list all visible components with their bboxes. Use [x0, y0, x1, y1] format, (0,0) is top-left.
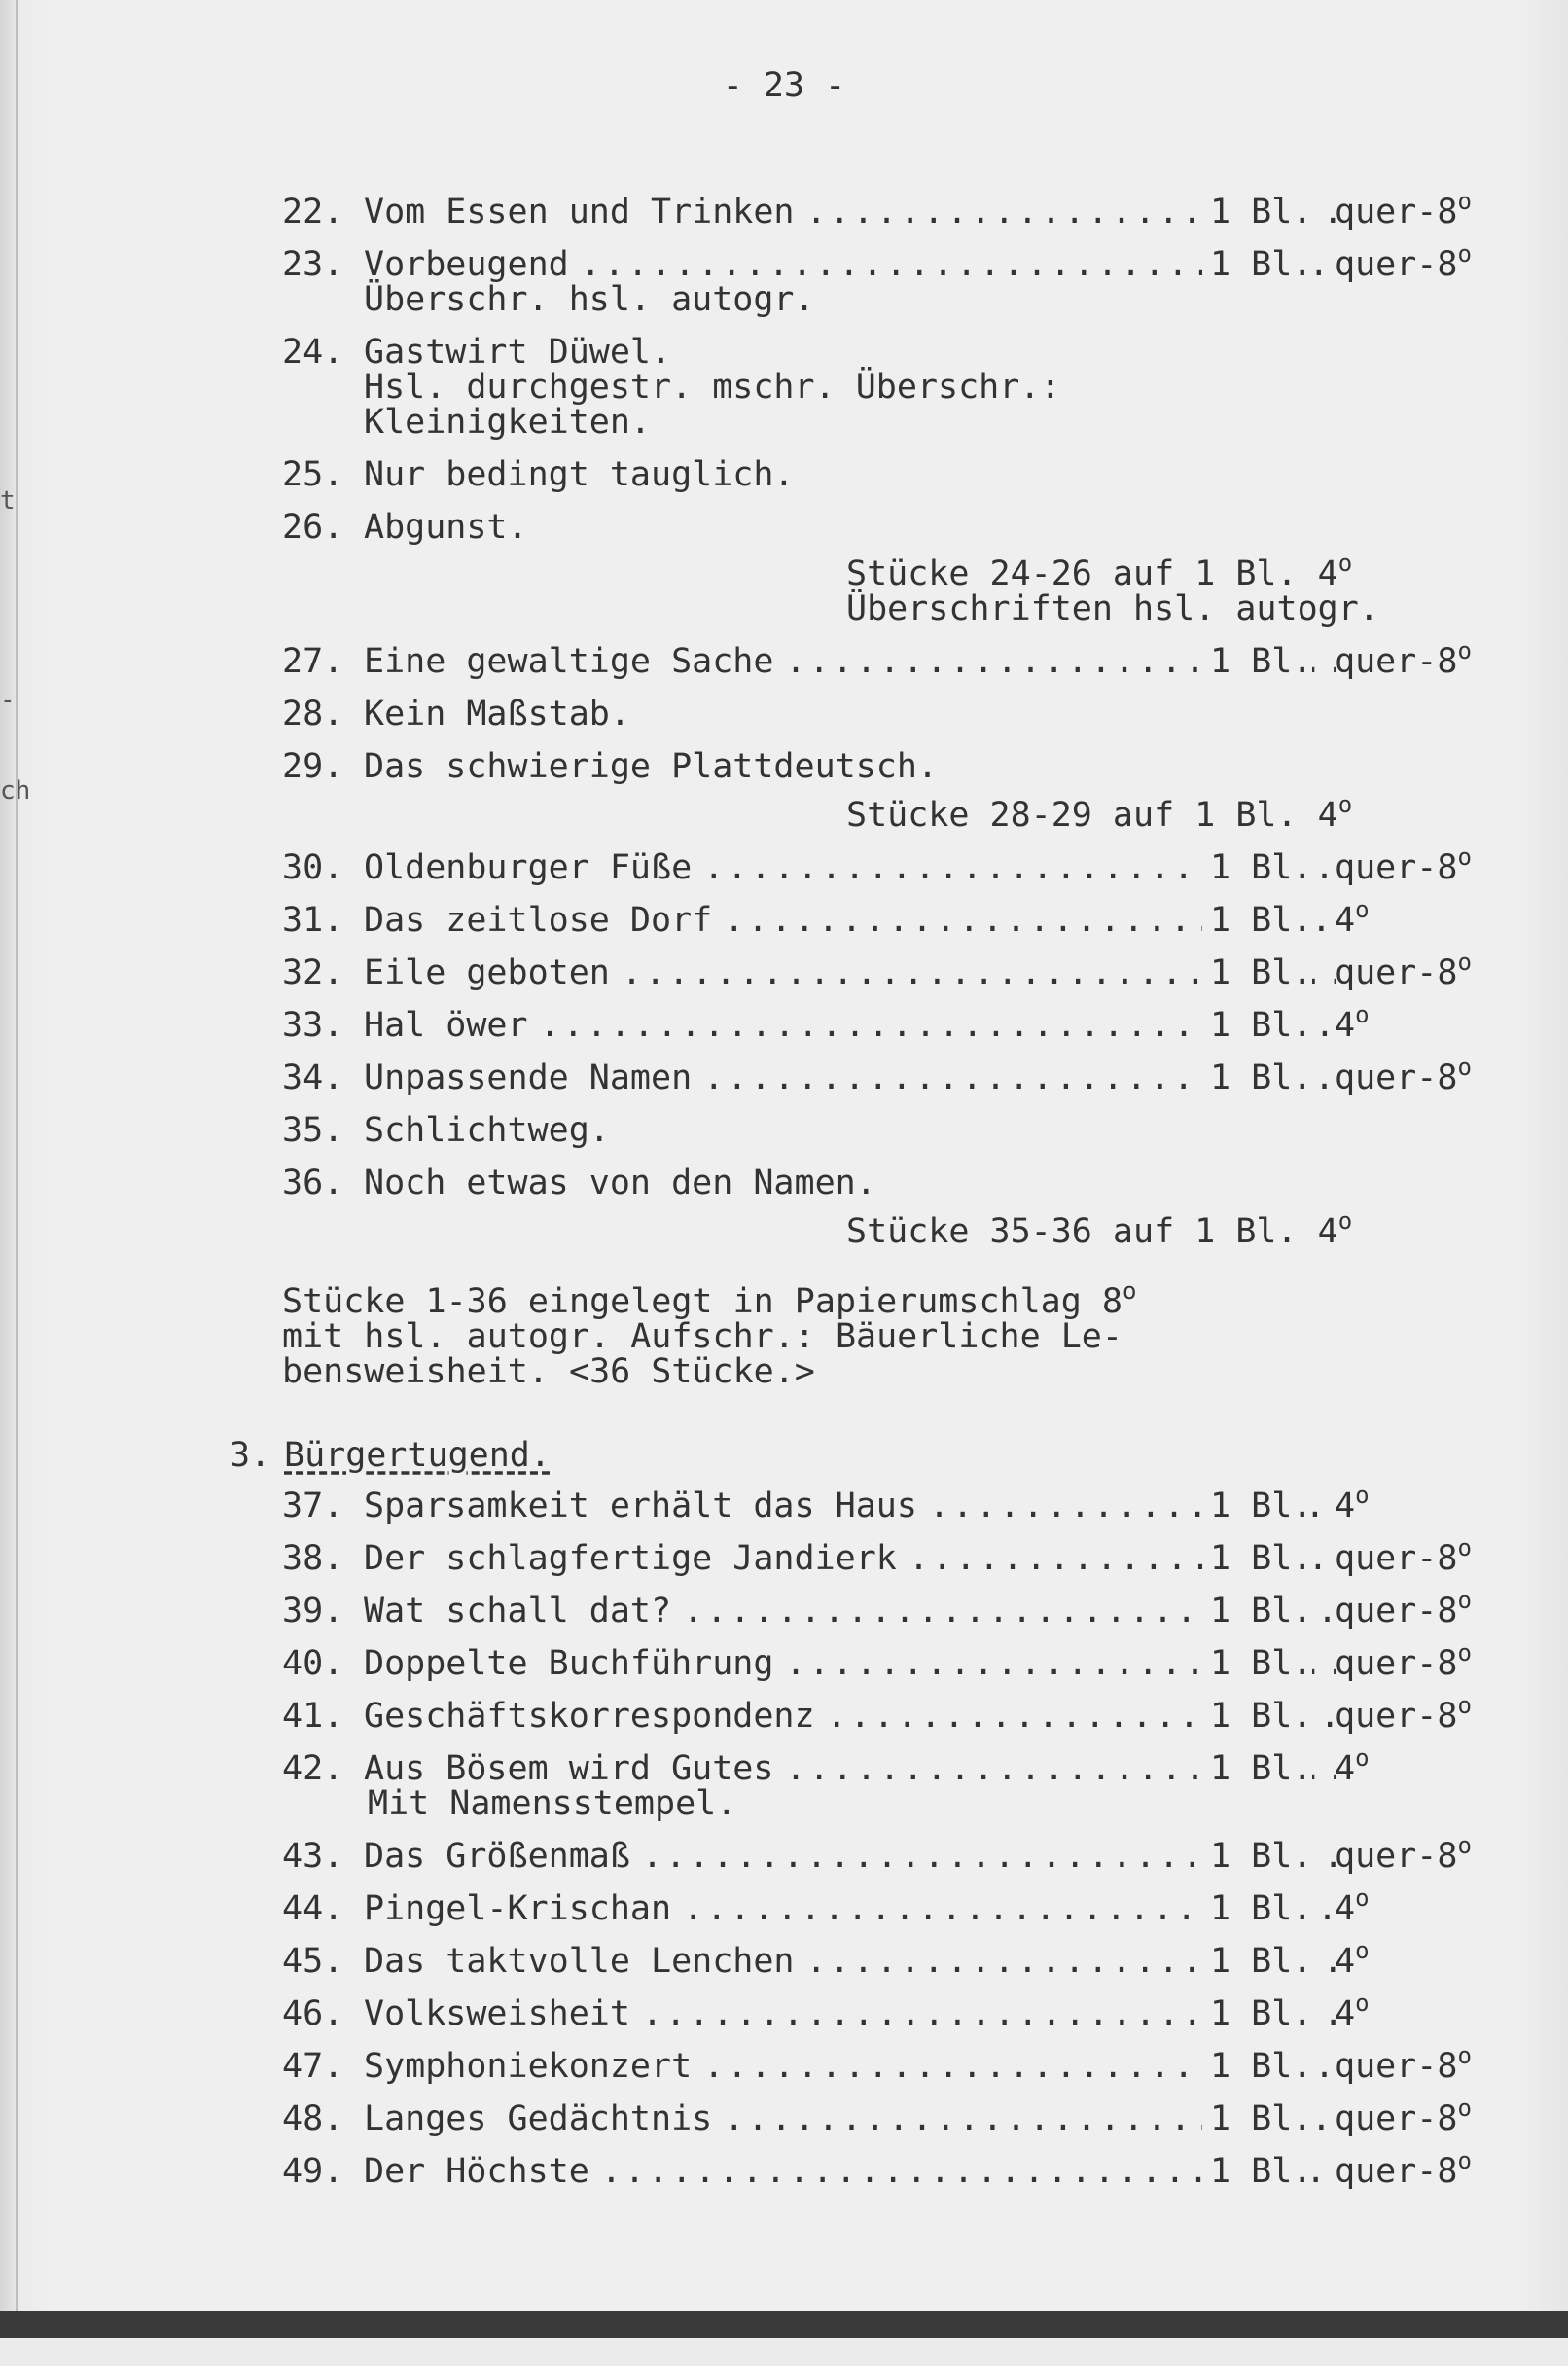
item-title: Der Höchste . . . [364, 2154, 1336, 2189]
section-title: Bürgertugend. [284, 1436, 551, 1475]
item-title: Doppelte Buchführung . . . [364, 1646, 1336, 1681]
item-title: Volksweisheit . . . [364, 1996, 1336, 2031]
item-number: 49. [282, 2152, 344, 2191]
item-format: 4$^o$ [1335, 1884, 1370, 1928]
section-number: 3. [230, 1436, 271, 1475]
group-note: Stücke 28-29 auf 1 Bl. 4$^o$ [846, 791, 1353, 835]
item-number: 31. [282, 901, 344, 940]
item-format: quer-8$^o$ [1335, 1639, 1472, 1683]
page-number: - 23 - [722, 66, 846, 105]
item-title: Kein Maßstab. [364, 695, 630, 734]
item-note: Überschr. hsl. autogr. [364, 280, 815, 319]
item-number: 48. [282, 2099, 344, 2138]
item-quantity: 1 Bl. [1202, 850, 1312, 885]
item-number: 43. [282, 1837, 344, 1876]
item-number: 35. [282, 1111, 344, 1150]
item-quantity: 1 Bl. [1202, 1008, 1312, 1043]
item-format: 4$^o$ [1335, 1744, 1370, 1788]
item-quantity: 1 Bl. [1202, 644, 1312, 679]
item-format: quer-8$^o$ [1335, 949, 1472, 992]
item-quantity: 1 Bl. [1202, 1996, 1312, 2031]
item-title: Wat schall dat? . . . [364, 1594, 1336, 1629]
item-format: quer-8$^o$ [1335, 188, 1472, 232]
item-number: 26. [282, 508, 344, 547]
item-quantity: 1 Bl. [1202, 2101, 1312, 2136]
item-quantity: 1 Bl. [1202, 1060, 1312, 1095]
item-title: Unpassende Namen . . . [364, 1060, 1336, 1095]
binding-edge [16, 0, 18, 2338]
item-number: 27. [282, 642, 344, 681]
item-number: 47. [282, 2047, 344, 2086]
item-quantity: 1 Bl. [1202, 1699, 1312, 1734]
item-format: quer-8$^o$ [1335, 2147, 1472, 2191]
item-number: 24. [282, 333, 344, 372]
scan-bottom-edge [0, 2311, 1568, 2338]
item-number: 44. [282, 1889, 344, 1928]
group-note: Stücke 24-26 auf 1 Bl. 4$^o$ [846, 550, 1353, 593]
margin-mark: - [0, 686, 16, 715]
group-note: Überschriften hsl. autogr. [846, 590, 1379, 628]
summary-line: mit hsl. autogr. Aufschr.: Bäuerliche Le- [282, 1317, 1123, 1356]
margin-mark: t [0, 486, 16, 516]
item-number: 40. [282, 1644, 344, 1683]
item-title: Pingel-Krischan . . . [364, 1891, 1336, 1926]
item-format: quer-8$^o$ [1335, 1832, 1472, 1876]
item-format: quer-8$^o$ [1335, 843, 1472, 887]
item-title: Abgunst. [364, 508, 528, 547]
item-quantity: 1 Bl. [1202, 247, 1312, 282]
item-title: Eine gewaltige Sache . . . [364, 644, 1336, 679]
item-title: Langes Gedächtnis . . . [364, 2101, 1336, 2136]
item-title: Schlichtweg. [364, 1111, 610, 1150]
item-title: Das taktvolle Lenchen . . . [364, 1944, 1336, 1979]
item-number: 29. [282, 747, 344, 786]
item-title: Der schlagfertige Jandierk . . . [364, 1541, 1336, 1576]
item-quantity: 1 Bl. [1202, 1751, 1312, 1786]
item-title: Aus Bösem wird Gutes . . . [364, 1751, 1336, 1786]
margin-mark: ch [0, 776, 31, 806]
item-title: Nur bedingt tauglich. [364, 455, 795, 494]
item-number: 30. [282, 848, 344, 887]
item-format: quer-8$^o$ [1335, 1054, 1472, 1097]
item-number: 36. [282, 1164, 344, 1202]
item-number: 38. [282, 1539, 344, 1578]
item-title: Symphoniekonzert . . . [364, 2049, 1336, 2084]
item-note: Hsl. durchgestr. mschr. Überschr.: [364, 368, 1061, 407]
item-title: Noch etwas von den Namen. [364, 1164, 876, 1202]
summary-line: bensweisheit. <36 Stücke.> [282, 1352, 815, 1391]
item-quantity: 1 Bl. [1202, 1839, 1312, 1874]
item-title: Vorbeugend . . . [364, 247, 1336, 282]
item-quantity: 1 Bl. [1202, 1488, 1312, 1524]
item-title: Oldenburger Füße . . . [364, 850, 1336, 885]
item-note: Kleinigkeiten. [364, 403, 652, 442]
item-title: Gastwirt Düwel. [364, 333, 672, 372]
item-format: 4$^o$ [1335, 1937, 1370, 1981]
item-number: 34. [282, 1058, 344, 1097]
item-title: Das schwierige Plattdeutsch. [364, 747, 939, 786]
item-number: 42. [282, 1749, 344, 1788]
item-number: 41. [282, 1697, 344, 1736]
item-note: Mit Namensstempel. [368, 1784, 737, 1823]
item-title: Das zeitlose Dorf . . . [364, 903, 1336, 938]
item-format: quer-8$^o$ [1335, 2042, 1472, 2086]
group-note: Stücke 35-36 auf 1 Bl. 4$^o$ [846, 1207, 1353, 1251]
item-number: 25. [282, 455, 344, 494]
item-quantity: 1 Bl. [1202, 1541, 1312, 1576]
item-title: Geschäftskorrespondenz . . . [364, 1699, 1336, 1734]
item-quantity: 1 Bl. [1202, 1594, 1312, 1629]
item-number: 39. [282, 1592, 344, 1631]
item-title: Vom Essen und Trinken . . . [364, 195, 1336, 230]
item-format: quer-8$^o$ [1335, 1692, 1472, 1736]
item-format: quer-8$^o$ [1335, 240, 1472, 284]
item-format: 4$^o$ [1335, 896, 1370, 940]
item-quantity: 1 Bl. [1202, 1646, 1312, 1681]
item-quantity: 1 Bl. [1202, 2049, 1312, 2084]
item-quantity: 1 Bl. [1202, 2154, 1312, 2189]
item-number: 46. [282, 1994, 344, 2033]
item-number: 28. [282, 695, 344, 734]
item-quantity: 1 Bl. [1202, 903, 1312, 938]
item-format: 4$^o$ [1335, 1990, 1370, 2033]
item-number: 32. [282, 953, 344, 992]
item-number: 22. [282, 193, 344, 232]
item-quantity: 1 Bl. [1202, 955, 1312, 990]
item-format: quer-8$^o$ [1335, 637, 1472, 681]
item-number: 23. [282, 245, 344, 284]
item-number: 45. [282, 1942, 344, 1981]
item-quantity: 1 Bl. [1202, 195, 1312, 230]
item-title: Das Größenmaß . . . [364, 1839, 1336, 1874]
item-format: quer-8$^o$ [1335, 2095, 1472, 2138]
item-format: 4$^o$ [1335, 1482, 1370, 1525]
item-format: quer-8$^o$ [1335, 1534, 1472, 1578]
item-format: quer-8$^o$ [1335, 1587, 1472, 1631]
item-quantity: 1 Bl. [1202, 1891, 1312, 1926]
item-title: Sparsamkeit erhält das Haus . . . [364, 1488, 1336, 1524]
item-number: 33. [282, 1006, 344, 1045]
summary-line: Stücke 1-36 eingelegt in Papierumschlag 8$^o$ [282, 1277, 1137, 1321]
item-quantity: 1 Bl. [1202, 1944, 1312, 1979]
item-format: 4$^o$ [1335, 1001, 1370, 1045]
item-title: Hal öwer . . . [364, 1008, 1336, 1043]
item-number: 37. [282, 1487, 344, 1525]
list-item [282, 508, 528, 650]
item-title: Eile geboten . . . [364, 955, 1336, 990]
